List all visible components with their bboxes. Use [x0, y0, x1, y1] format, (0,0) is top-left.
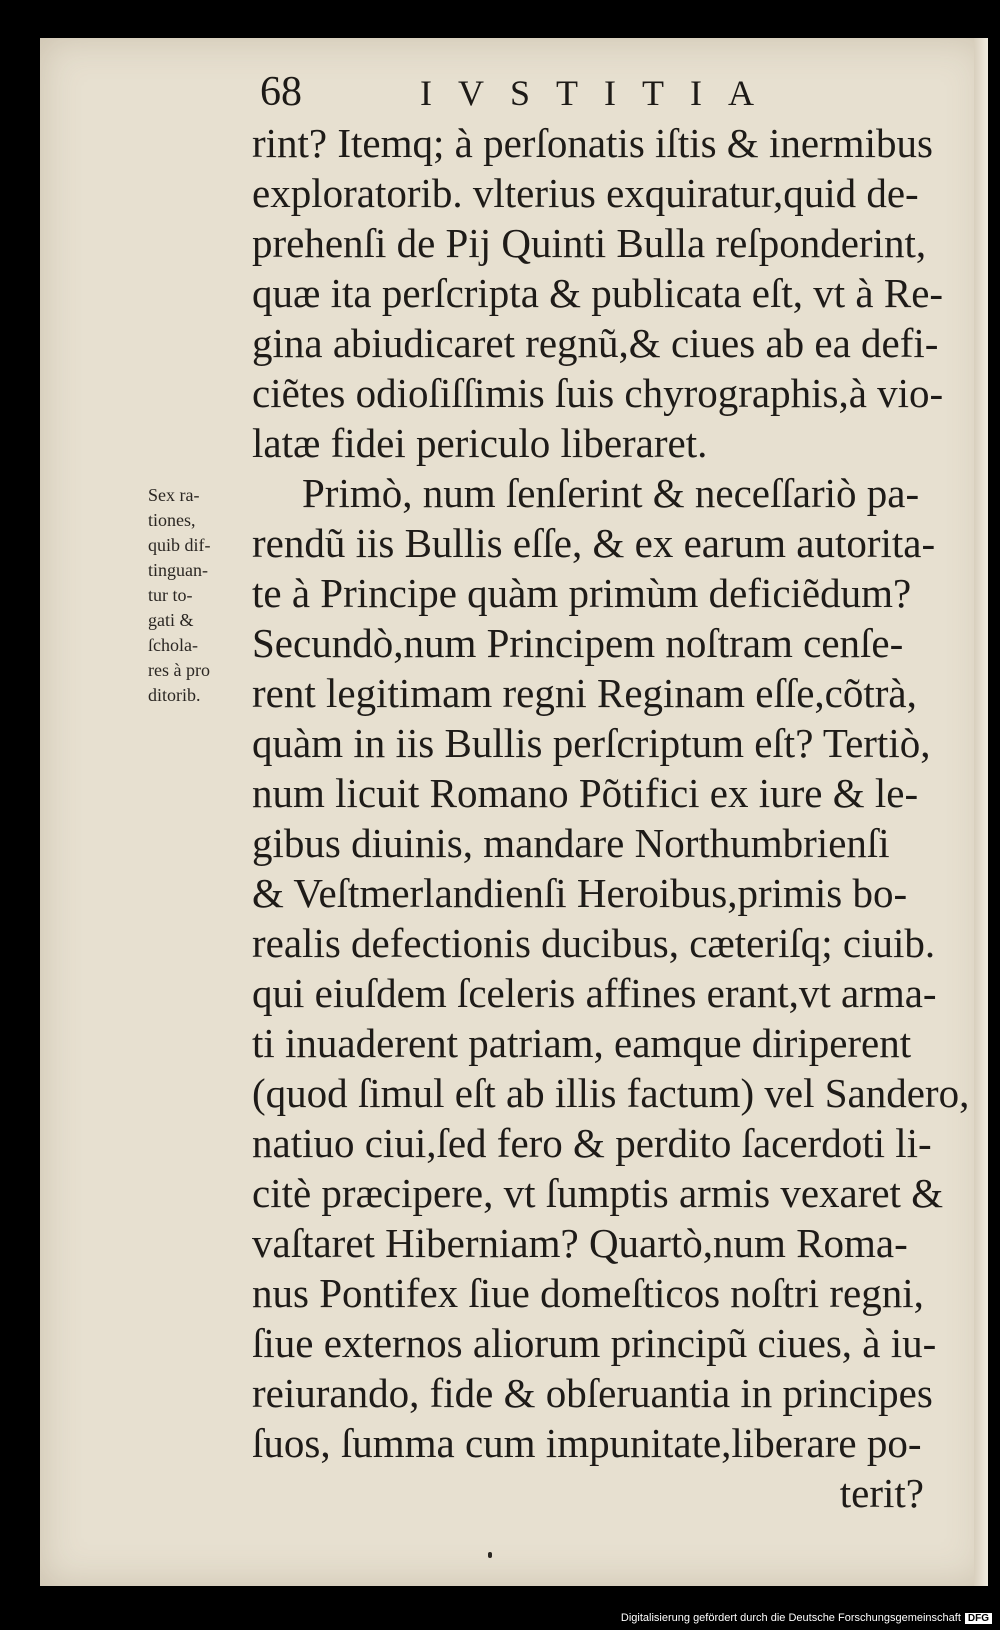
marginal-note-line: ſchola- [148, 635, 198, 655]
marginal-note-line: quib dif- [148, 535, 211, 555]
marginal-note [148, 483, 258, 708]
text-line: ti inuaderent patriam, eamque diriperent [252, 1020, 912, 1066]
text-line: citè præcipere, vt ſumptis armis vexaret & [252, 1170, 944, 1216]
text-line: vaſtaret Hiberniam? Quartò,num Roma- [252, 1220, 908, 1266]
text-line: qui eiuſdem ſceleris affines erant,vt arma- [252, 970, 937, 1016]
marginal-note-line: ditorib. [148, 685, 201, 705]
text-line: te à Principe quàm primùm deficiẽdum? [252, 570, 912, 616]
text-line: exploratorib. vlterius exquiratur,quid de- [252, 170, 919, 216]
text-line: ſuos, ſumma cum impunitate,liberare po- [252, 1420, 922, 1466]
text-line: & Veſtmerlandienſi Heroibus,primis bo- [252, 870, 908, 916]
text-line: num licuit Romano Põtifici ex iure & le- [252, 770, 919, 816]
text-line: realis defectionis ducibus, cæteriſq; ciuib. [252, 920, 936, 966]
text-line: rent legitimam regni Reginam eſſe,cõtrà, [252, 670, 917, 716]
text-line: rint? Itemq; à perſonatis iſtis & inermibus [252, 120, 933, 166]
text-line: ciẽtes odioſiſſimis ſuis chyrographis,à vio- [252, 370, 944, 416]
digitization-credit: Digitalisierung gefördert durch die Deutsche Forschungsgemeinschaft [620, 1612, 961, 1624]
text-line: quæ ita perſcripta & publicata eſt, vt à Re- [252, 270, 944, 316]
marginal-note-line: gati & [148, 610, 194, 630]
running-title: IVSTITIA [420, 73, 780, 113]
body-text [252, 118, 970, 1518]
text-line: natiuo ciui,ſed fero & perdito ſacerdoti li- [252, 1120, 932, 1166]
catchword-line: terit? [839, 1470, 924, 1516]
text-line: (quod ſimul eſt ab illis factum) vel Sandero, [252, 1070, 970, 1116]
marginal-note-line: tiones, [148, 510, 196, 530]
digitization-footer [621, 1612, 992, 1624]
page-edge [974, 38, 988, 1586]
marginal-note-line: Sex ra- [148, 485, 200, 505]
marginal-note-line: res à pro [148, 660, 210, 680]
text-line: latæ fidei periculo liberaret. [252, 420, 708, 466]
text-line: gina abiudicaret regnũ,& ciues ab ea defi- [252, 320, 939, 366]
text-line: ſiue externos aliorum principũ ciues, à iu- [252, 1320, 937, 1366]
text-line: prehenſi de Pij Quinti Bulla reſponderint, [252, 220, 927, 266]
ink-dot [488, 1552, 492, 1558]
text-line: Primò, num ſenſerint & neceſſariò pa- [302, 470, 920, 516]
text-line: gibus diuinis, mandare Northumbrienſi [252, 820, 890, 866]
marginal-note-line: tur to- [148, 585, 193, 605]
text-line: Secundò,num Principem noſtram cenſe- [252, 620, 904, 666]
text-line: reiurando, fide & obſeruantia in principes [252, 1370, 933, 1416]
book-page [40, 38, 988, 1586]
dfg-logo: DFG [965, 1613, 992, 1624]
text-line: quàm in iis Bullis perſcriptum eſt? Tertiò, [252, 720, 931, 766]
text-line: nus Pontifex ſiue domeſticos noſtri regni, [252, 1270, 924, 1316]
text-line: rendũ iis Bullis eſſe, & ex earum autorita- [252, 520, 936, 566]
page-number: 68 [260, 69, 302, 115]
marginal-note-line: tinguan- [148, 560, 208, 580]
